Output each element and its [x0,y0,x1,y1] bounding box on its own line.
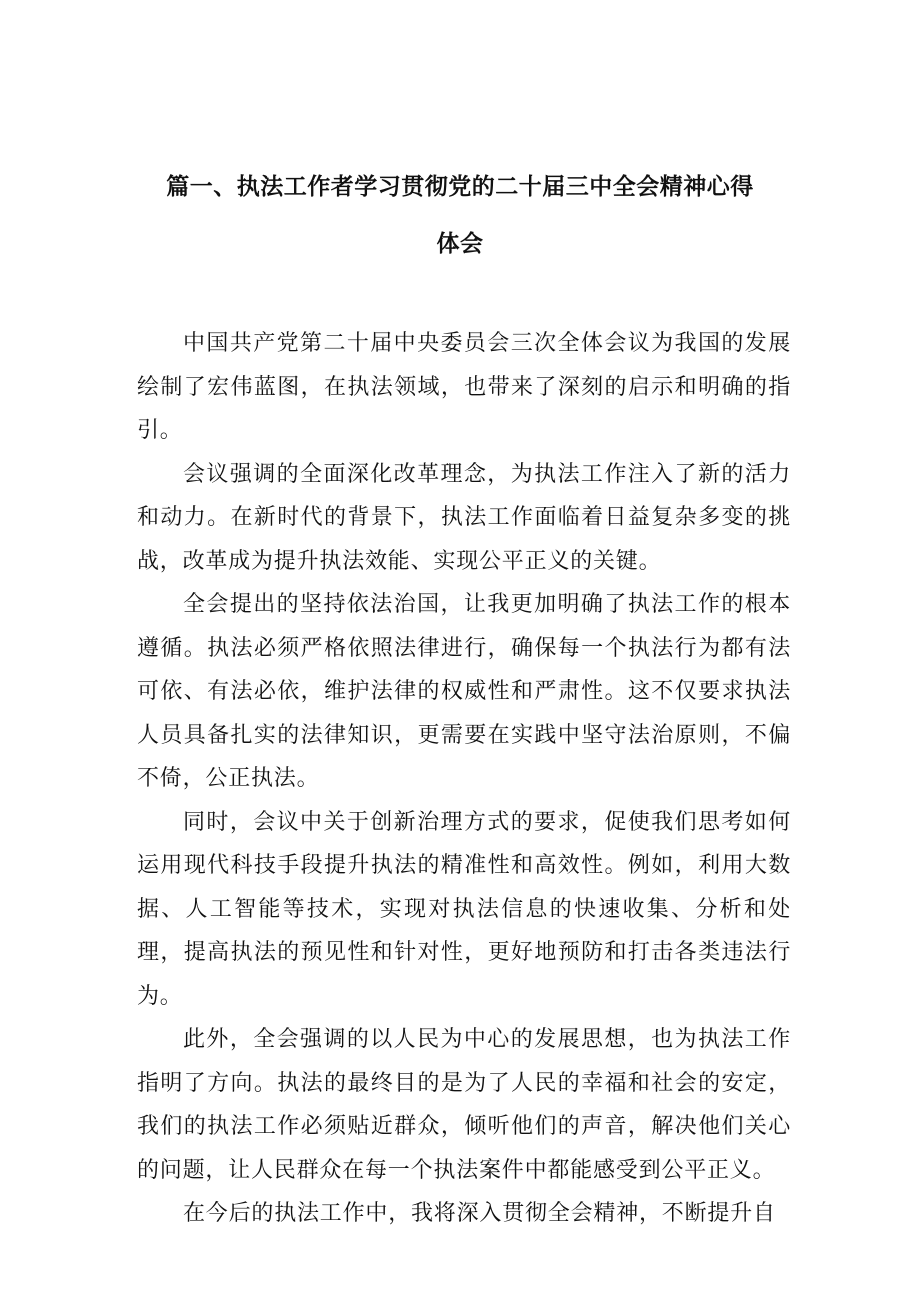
paragraph-5: 此外，全会强调的以人民为中心的发展思想，也为执法工作指明了方向。执法的最终目的是为了人民的幸福和社会的安定，我们的执法工作必须贴近群众，倾听他们的声音，解决他们关心的问题，让人民群众在每一个执法案件中都能感受到公平正义。 [137,1027,791,1183]
paragraph-3: 全会提出的坚持依法治国，让我更加明确了执法工作的根本遵循。执法必须严格依照法律进行，确保每一个执法行为都有法可依、有法必依，维护法律的权威性和严肃性。这不仅要求执法人员具备扎实的法律知识，更需要在实践中坚守法治原则，不偏不倚，公正执法。 [137,592,791,791]
paragraph-2: 会议强调的全面深化改革理念，为执法工作注入了新的活力和动力。在新时代的背景下，执法工作面临着日益复杂多变的挑战，改革成为提升执法效能、实现公平正义的关键。 [137,461,791,574]
paragraph-4: 同时，会议中关于创新治理方式的要求，促使我们思考如何运用现代科技手段提升执法的精准性和高效性。例如，利用大数据、人工智能等技术，实现对执法信息的快速收集、分析和处理，提高执法的预见性和针对性，更好地预防和打击各类违法行为。 [137,809,791,1009]
document-body [137,322,791,1236]
paragraph-6: 在今后的执法工作中，我将深入贯彻全会精神，不断提升自 [183,1201,776,1226]
document-title-line-1: 篇一、执法工作者学习贯彻党的二十届三中全会精神心得 [166,174,754,200]
document-title-line-2: 体会 [436,231,484,257]
paragraph-1: 中国共产党第二十届中央委员会三次全体会议为我国的发展绘制了宏伟蓝图，在执法领域，也带来了深刻的启示和明确的指引。 [137,331,791,443]
